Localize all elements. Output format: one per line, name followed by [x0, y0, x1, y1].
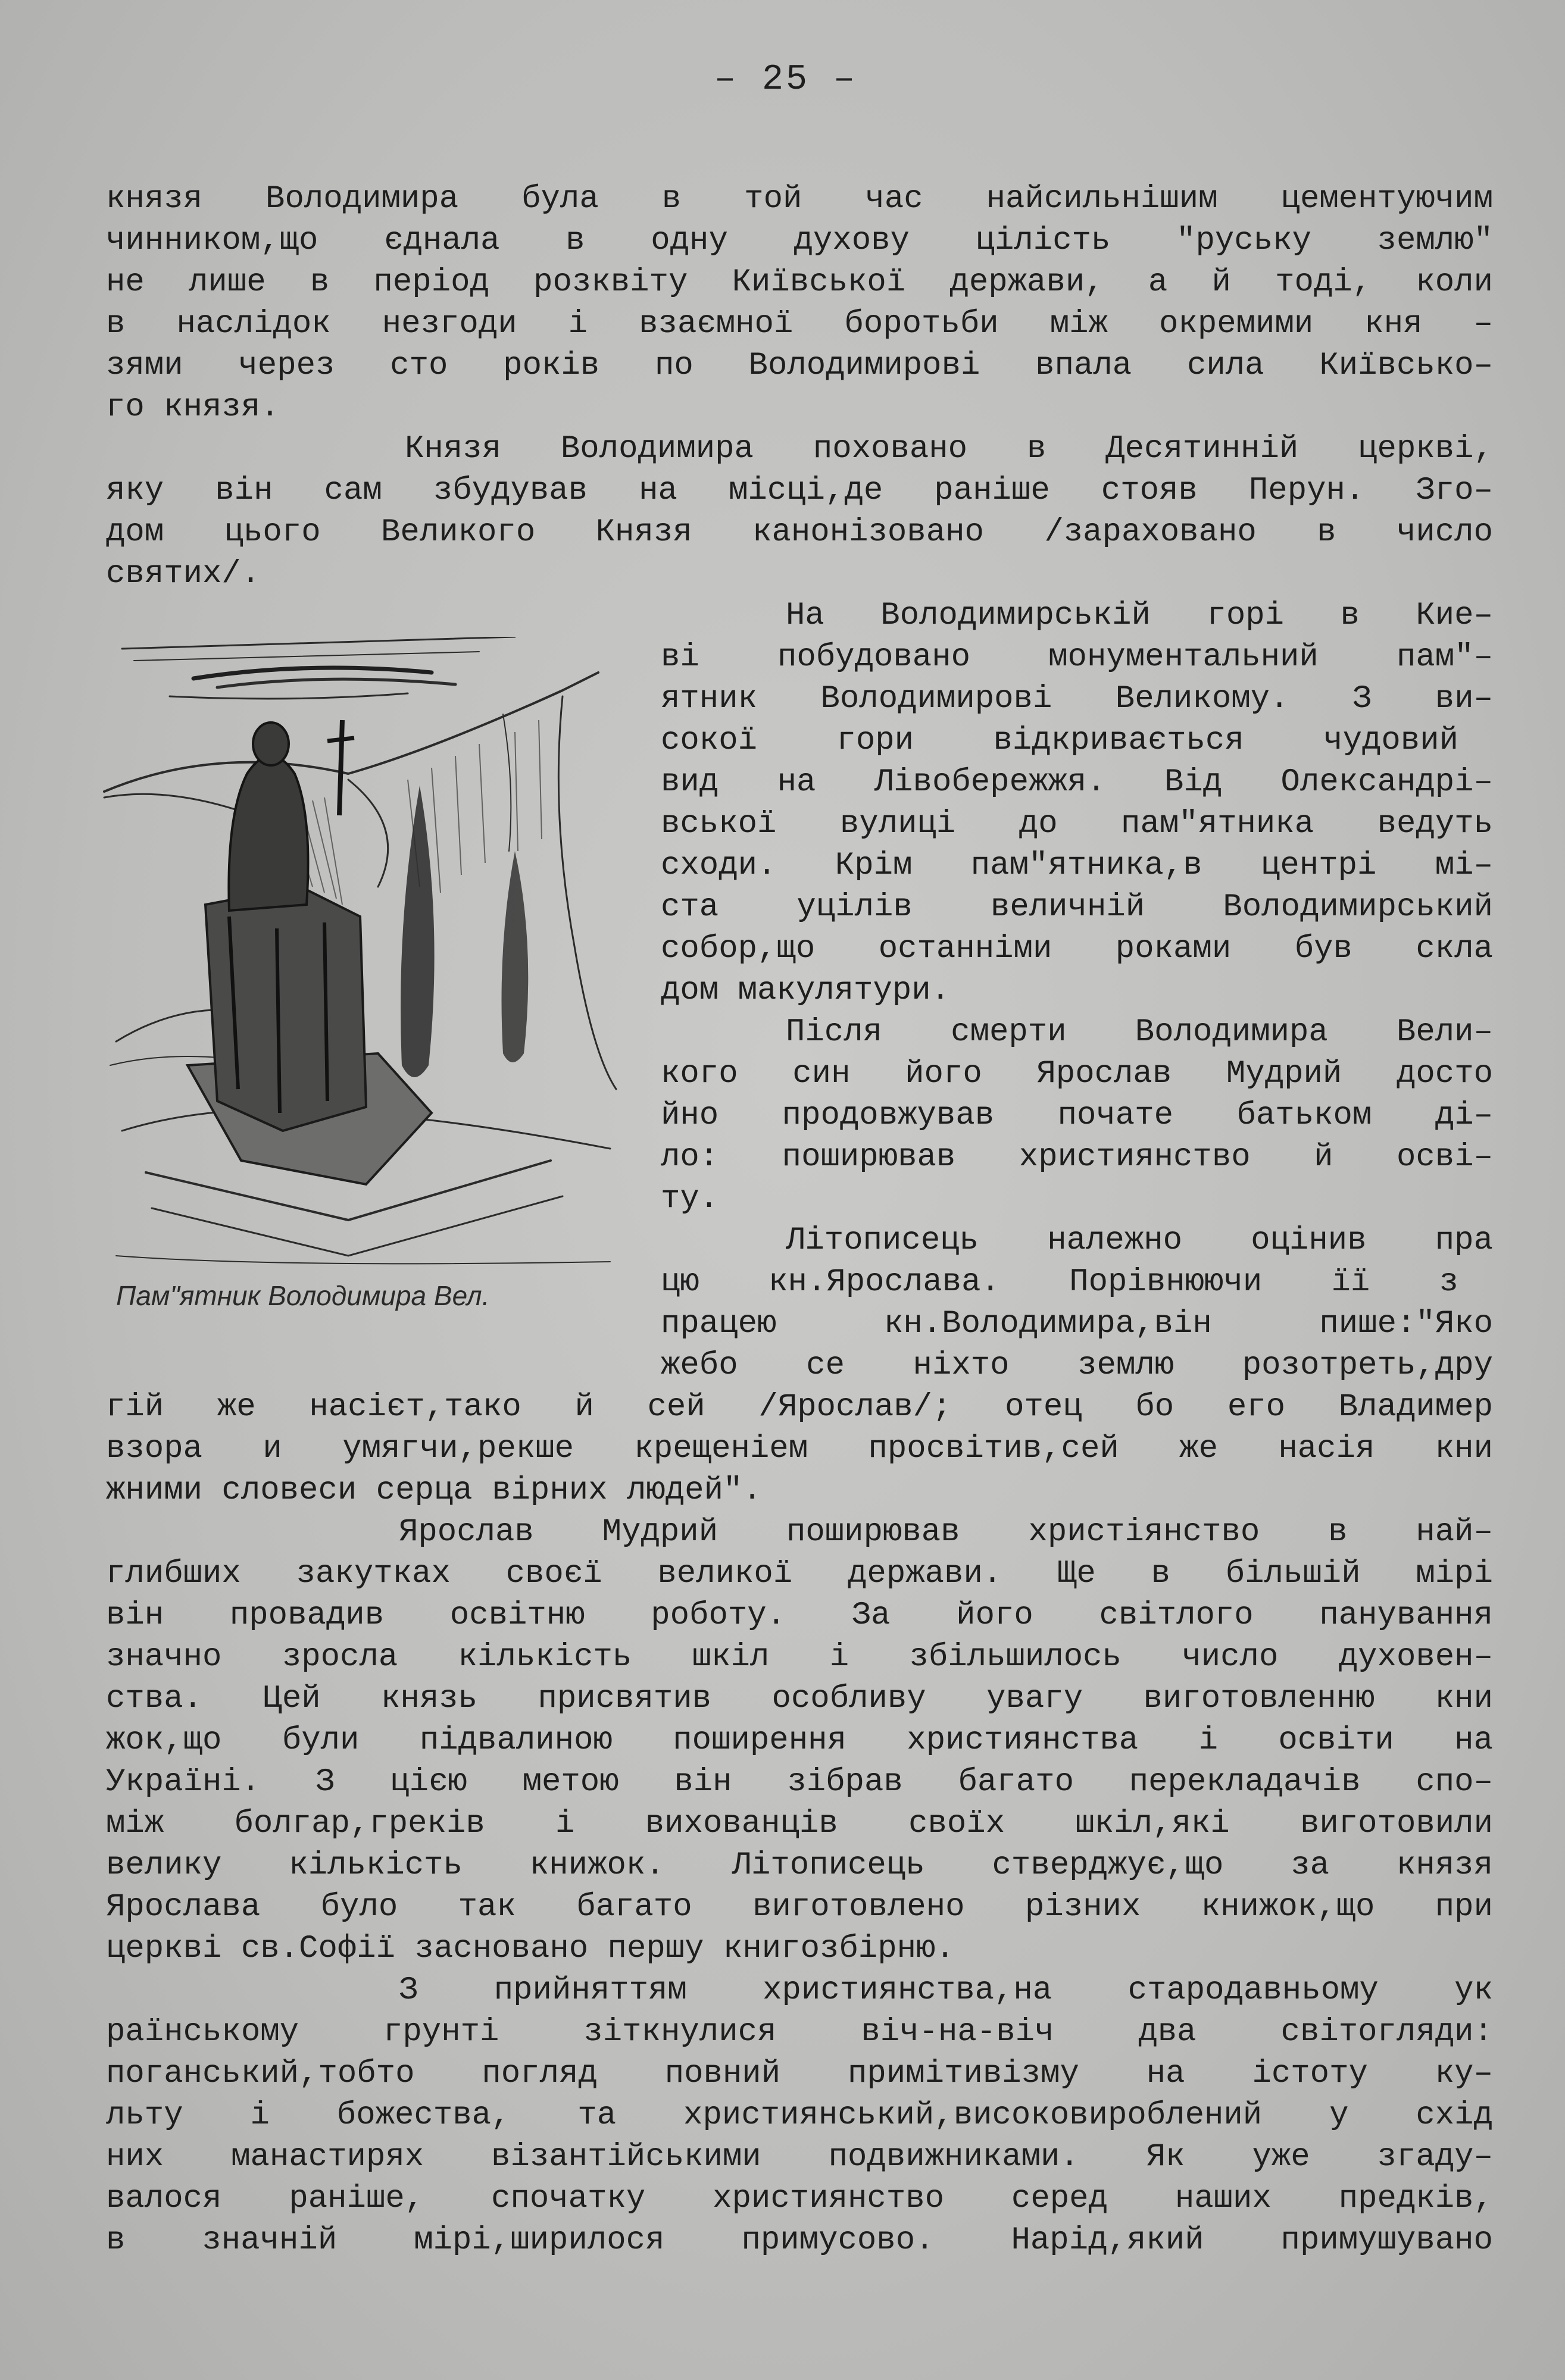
text-line: Після смерти Володимира Вели– [786, 1014, 1493, 1050]
text-line: Україні. З цією метою він зібрав багато перекладачів спо– [106, 1764, 1493, 1800]
text-line: церкві св.Софії засновано першу книгозбірню. [106, 1931, 955, 1967]
text-line: між болгар,греків і вихованців своїх шкіл,які виготовили [106, 1806, 1493, 1842]
text-line: Князя Володимира поховано в Десятинній церкві, [405, 431, 1493, 467]
text-line: ства. Цей князь присвятив особливу увагу виготовленню кни [106, 1681, 1493, 1717]
text-line: гій же насієт,тако й сей /Ярослав/; отец бо его Владимер [106, 1389, 1493, 1425]
text-line: сокої гори відкривається чудовий [661, 723, 1458, 759]
text-line: ятник Володимирові Великому. З ви– [661, 681, 1493, 717]
text-line: раїнському грунті зіткнулися віч-на-віч два світогляди: [106, 2014, 1493, 2050]
text-line: Літописець належно оцінив пра [786, 1222, 1493, 1259]
text-line: велику кількість книжок. Літописець стверджує,що за князя [106, 1847, 1493, 1884]
text-line: зями через сто років по Володимирові впала сила Київсько– [106, 348, 1493, 384]
text-line: валося раніше, спочатку християнство серед наших предків, [106, 2181, 1493, 2217]
text-line: собор,що останніми роками був скла [661, 931, 1493, 967]
text-line: Ярослав Мудрий поширював христіянство в най– [399, 1514, 1493, 1550]
text-line: Ярослава було так багато виготовлено різних книжок,що при [106, 1889, 1493, 1925]
text-line: в значній мірі,ширилося примусово. Нарід,який примушувано [106, 2222, 1493, 2259]
text-line: цю кн.Ярослава. Порівнюючи її з [661, 1264, 1458, 1300]
text-line: він провадив освітню роботу. За його світлого панування [106, 1597, 1493, 1634]
page-number: – 25 – [714, 60, 858, 100]
text-line: вид на Лівобережжя. Від Олександрі– [661, 764, 1493, 800]
text-line: го князя. [106, 389, 280, 426]
text-line: ста уцілів величній Володимирський [661, 889, 1493, 925]
text-line: сходи. Крім пам"ятника,в центрі мі– [661, 847, 1493, 884]
text-line: кого син його Ярослав Мудрий досто [661, 1056, 1493, 1092]
text-line: поганський,тобто погляд повний примітивізму на істоту ку– [106, 2056, 1493, 2092]
text-line: значно зросла кількість шкіл і збільшилось число духовен– [106, 1639, 1493, 1675]
text-line: На Володимирській горі в Кие– [786, 598, 1493, 634]
text-line: взора и умягчи,рекше крещеніем просвітив,сей же насія кни [106, 1431, 1493, 1467]
text-line: чинником,що єднала в одну духову цілість "руську землю" [106, 223, 1493, 259]
text-line: жними словеси серца вірних людей". [106, 1472, 762, 1509]
text-line: З прийняттям християнства,на стародавньому ук [399, 1972, 1493, 2009]
text-line: жок,що були підвалиною поширення християнства і освіти на [106, 1722, 1493, 1759]
text-line: ло: поширював християнство й осві– [661, 1139, 1493, 1175]
text-line: яку він сам збудував на місці,де раніше стояв Перун. Зго– [106, 473, 1493, 509]
text-line: йно продовжував почате батьком ді– [661, 1097, 1493, 1134]
text-line: ві побудовано монументальний пам"– [661, 639, 1493, 675]
text-line: глибших закутках своєї великої держави. Ще в більшій мірі [106, 1556, 1493, 1592]
text-line: ту. [661, 1181, 719, 1217]
monument-drawing-icon [98, 637, 622, 1274]
text-line: вської вулиці до пам"ятника ведуть [661, 806, 1493, 842]
text-line: жебо се ніхто землю розотреть,дру [661, 1347, 1493, 1384]
text-line: працею кн.Володимира,він пише:"Яко [661, 1306, 1493, 1342]
text-line: них манастирях візантійськими подвижниками. Як уже згаду– [106, 2139, 1493, 2175]
text-line: льту і божества, та християнський,високовироблений у схід [106, 2097, 1493, 2134]
text-line: дом цього Великого Князя канонізовано /зараховано в число [106, 514, 1493, 551]
text-line: дом макулятури. [661, 972, 951, 1009]
text-line: князя Володимира була в той час найсильнішим цементуючим [106, 181, 1493, 217]
text-line: святих/. [106, 556, 261, 592]
text-line: в наслідок незгоди і взаємної боротьби між окремими кня – [106, 306, 1493, 342]
text-line: не лише в період розквіту Київської держави, а й тоді, коли [106, 264, 1493, 301]
figure-caption: Пам"ятник Володимира Вел. [116, 1280, 490, 1311]
